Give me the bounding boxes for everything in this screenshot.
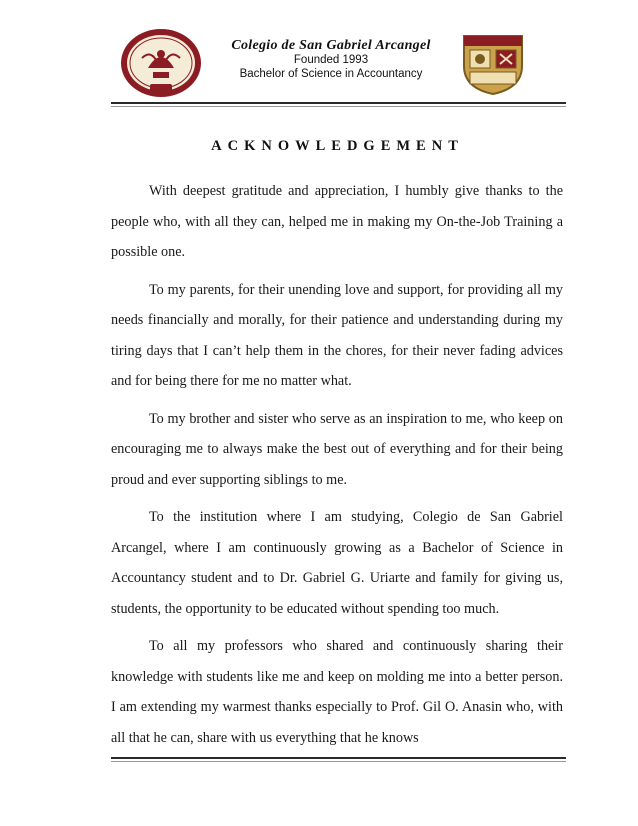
header-rule [111,102,566,104]
letterhead-text [208,38,454,81]
footer-rule-thin [111,761,566,762]
letterhead [120,28,520,108]
footer-rule [111,757,566,759]
department-shield-logo [460,32,526,96]
header-rule-thin [111,106,566,107]
paragraph: To my brother and sister who serve as an inspiration to me, who keep on encouraging me to always make the best out of everything and for their being proud and ever supporting siblings to me. [111,410,563,488]
college-seal-logo [120,28,202,98]
page-title: ACKNOWLEDGEMENT [211,138,464,154]
document-body [111,176,563,760]
school-name: Colegio de San Gabriel Arcangel [231,38,431,53]
paragraph: With deepest gratitude and appreciation, I humbly give thanks to the people who, with all they can, helped me in making my On-the-Job Training a possible one. [111,183,563,260]
paragraph: To all my professors who shared and continuously sharing their knowledge with students like me and keep on molding me into a better person. I am extending my warmest thanks especially to Prof. Gil O. Anasin who, with all that he can, share with us everything that he knows [111,638,563,746]
paragraph: To my parents, for their unending love and support, for providing all my needs financially and morally, for their patience and understanding during my tiring days that I can’t help them in the chores, for their never fading advices and for being there for me no matter what. [111,281,563,389]
founded-year: Founded 1993 [293,54,369,66]
paragraph: To the institution where I am studying, Colegio de San Gabriel Arcangel, where I am continuously growing as a Bachelor of Science in Accountancy student and to Dr. Gabriel G. Uriarte and family for giving us, students, the opportunity to be educated without spending too much. [111,509,563,617]
program-name: Bachelor of Science in Accountancy [239,67,423,80]
